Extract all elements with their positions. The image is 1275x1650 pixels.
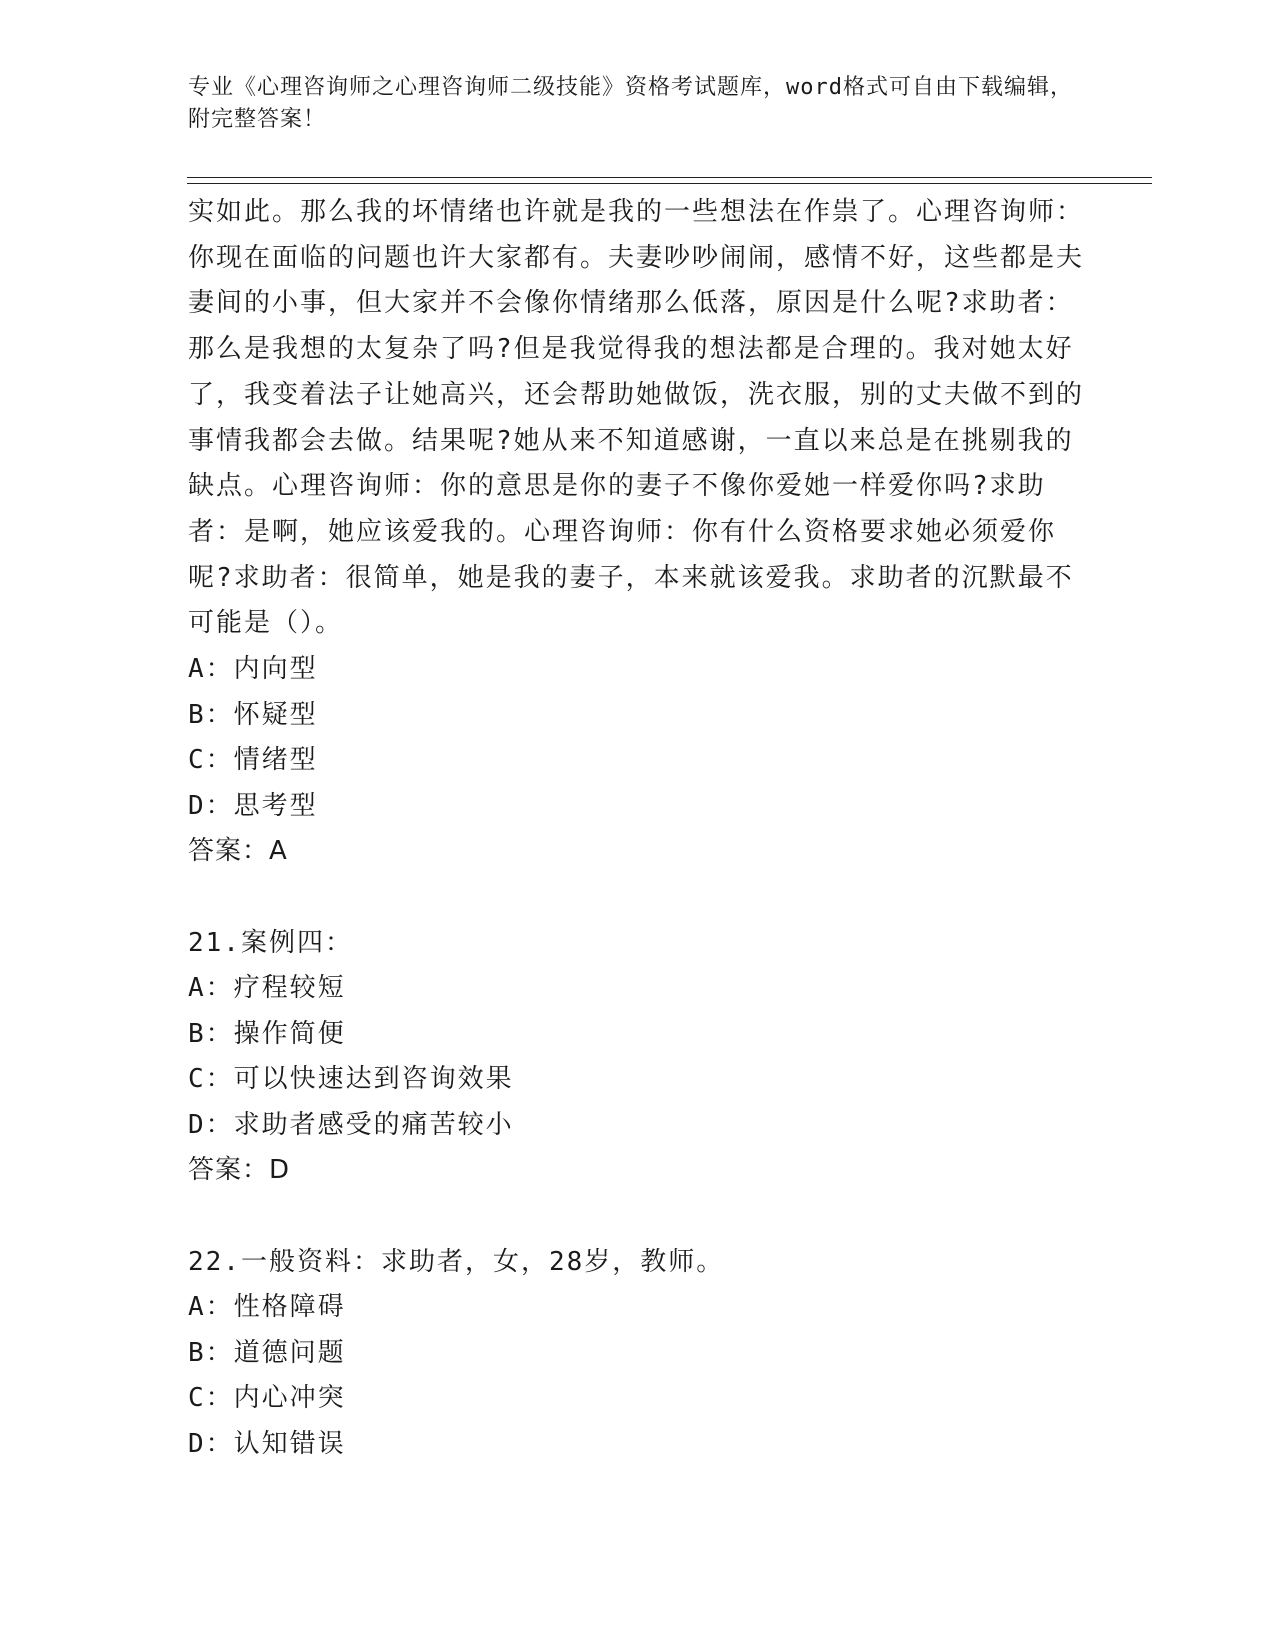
option-d: D：求助者感受的痛苦较小 xyxy=(188,1109,514,1140)
option-c: C：情绪型 xyxy=(188,745,318,776)
question-22-options xyxy=(188,1285,1088,1467)
option-b: B：道德问题 xyxy=(188,1337,346,1368)
option-b: B：操作简便 xyxy=(188,1018,346,1049)
document-body xyxy=(188,190,1088,1467)
option-b: B：怀疑型 xyxy=(188,699,318,730)
question-22-title: 22.一般资料：求助者，女，28岁，教师。 xyxy=(188,1246,725,1277)
option-c: C：可以快速达到咨询效果 xyxy=(188,1064,514,1095)
option-a: A：疗程较短 xyxy=(188,973,346,1004)
question-20-options xyxy=(188,647,1088,829)
header-rule-top xyxy=(187,177,1152,178)
option-d: D：认知错误 xyxy=(188,1428,346,1459)
question-21-title: 21.案例四： xyxy=(188,927,353,958)
option-c: C：内心冲突 xyxy=(188,1383,346,1414)
header-text: 专业《心理咨询师之心理咨询师二级技能》资格考试题库，word格式可自由下载编辑，附完整答案！ xyxy=(188,75,1073,132)
document-header xyxy=(188,72,1088,136)
question-21-options xyxy=(188,966,1088,1148)
question-20-answer: 答案：A xyxy=(188,836,288,867)
question-passage: 实如此。那么我的坏情绪也许就是我的一些想法在作祟了。心理咨询师：你现在面临的问题也许大家都有。夫妻吵吵闹闹，感情不好，这些都是夫妻间的小事，但大家并不会像你情绪那么低落，原因是什么呢?求助者：那么是我想的太复杂了吗?但是我觉得我的想法都是合理的。我对她太好了，我变着法子让她高兴，还会帮助她做饭，洗衣服，别的丈夫做不到的事情我都会去做。结果呢?她从来不知道感谢，一直以来总是在挑剔我的缺点。心理咨询师：你的意思是你的妻子不像你爱她一样爱你吗?求助者：是啊，她应该爱我的。心理咨询师：你有什么资格要求她必须爱你呢?求助者：很简单，她是我的妻子，本来就该爱我。求助者的沉默最不可能是（）。 xyxy=(188,197,1085,639)
header-rule-bottom xyxy=(187,183,1152,184)
spacer xyxy=(188,875,1088,921)
spacer xyxy=(188,1194,1088,1240)
question-21-answer: 答案：D xyxy=(188,1155,291,1186)
option-a: A：性格障碍 xyxy=(188,1292,346,1323)
option-d: D：思考型 xyxy=(188,790,318,821)
option-a: A：内向型 xyxy=(188,654,318,685)
